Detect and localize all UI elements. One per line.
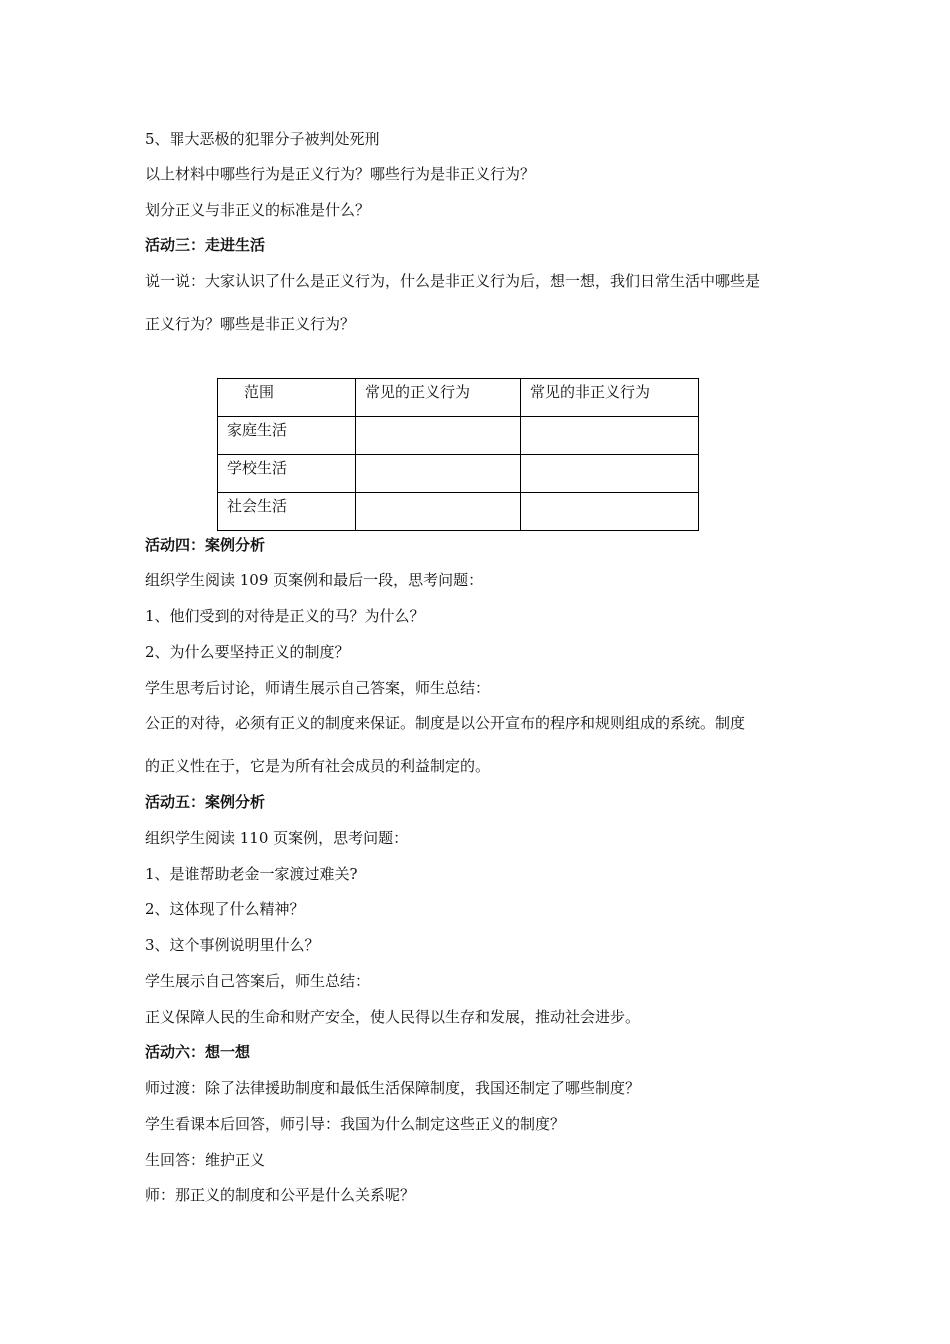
activity-heading: 活动五：案例分析 xyxy=(145,793,266,811)
table-row xyxy=(218,417,699,455)
table-row xyxy=(218,493,699,531)
table-cell xyxy=(521,417,699,455)
paragraph-line: 组织学生阅读 110 页案例，思考问题： xyxy=(145,829,409,847)
paragraph-line: 3、这个事例说明里什么？ xyxy=(145,936,320,954)
paragraph-line: 说一说：大家认识了什么是正义行为，什么是非正义行为后，想一想，我们日常生活中哪些是 xyxy=(145,272,761,290)
table-cell xyxy=(356,417,521,455)
paragraph-line: 生回答：维护正义 xyxy=(145,1151,266,1169)
paragraph-line: 学生看课本后回答，师引导：我国为什么制定这些正义的制度？ xyxy=(145,1115,566,1133)
paragraph-line: 学生展示自己答案后，师生总结： xyxy=(145,972,371,990)
table-cell xyxy=(356,493,521,531)
table-cell xyxy=(521,455,699,493)
paragraph-line: 正义行为？哪些是非正义行为？ xyxy=(145,315,356,333)
paragraph-line: 划分正义与非正义的标准是什么？ xyxy=(145,201,371,219)
table-cell xyxy=(356,455,521,493)
table-row xyxy=(218,455,699,493)
table-cell: 学校生活 xyxy=(218,455,356,493)
table-header-cell: 常见的非正义行为 xyxy=(521,379,699,417)
activity-heading: 活动三：走进生活 xyxy=(145,236,266,254)
table-cell: 社会生活 xyxy=(218,493,356,531)
paragraph-line: 师：那正义的制度和公平是什么关系呢？ xyxy=(145,1186,416,1204)
paragraph-line: 以上材料中哪些行为是正义行为？哪些行为是非正义行为？ xyxy=(145,165,536,183)
paragraph-line: 1、是谁帮助老金一家渡过难关? xyxy=(145,865,358,883)
table-header-cell: 常见的正义行为 xyxy=(356,379,521,417)
table-cell: 家庭生活 xyxy=(218,417,356,455)
paragraph-line: 2、这体现了什么精神？ xyxy=(145,900,305,918)
paragraph-line: 师过渡：除了法律援助制度和最低生活保障制度，我国还制定了哪些制度？ xyxy=(145,1079,641,1097)
table-cell xyxy=(521,493,699,531)
paragraph-line: 正义保障人民的生命和财产安全，使人民得以生存和发展，推动社会进步。 xyxy=(145,1008,641,1026)
paragraph-line: 学生思考后讨论，师请生展示自己答案，师生总结： xyxy=(145,679,491,697)
behavior-table xyxy=(217,378,699,531)
activity-heading: 活动六：想一想 xyxy=(145,1043,251,1061)
paragraph-line: 5、罪大恶极的犯罪分子被判处死刑 xyxy=(145,130,380,148)
table-header-cell: 范围 xyxy=(218,379,356,417)
paragraph-line: 1、他们受到的对待是正义的马？为什么？ xyxy=(145,607,425,625)
paragraph-line: 2、为什么要坚持正义的制度？ xyxy=(145,643,350,661)
activity-heading: 活动四：案例分析 xyxy=(145,536,266,554)
paragraph-line: 的正义性在于，它是为所有社会成员的利益制定的。 xyxy=(145,757,491,775)
paragraph-line: 公正的对待，必须有正义的制度来保证。制度是以公开宣布的程序和规则组成的系统。制度 xyxy=(145,714,746,732)
paragraph-line: 组织学生阅读 109 页案例和最后一段，思考问题： xyxy=(145,571,484,589)
table-header-row xyxy=(218,379,699,417)
